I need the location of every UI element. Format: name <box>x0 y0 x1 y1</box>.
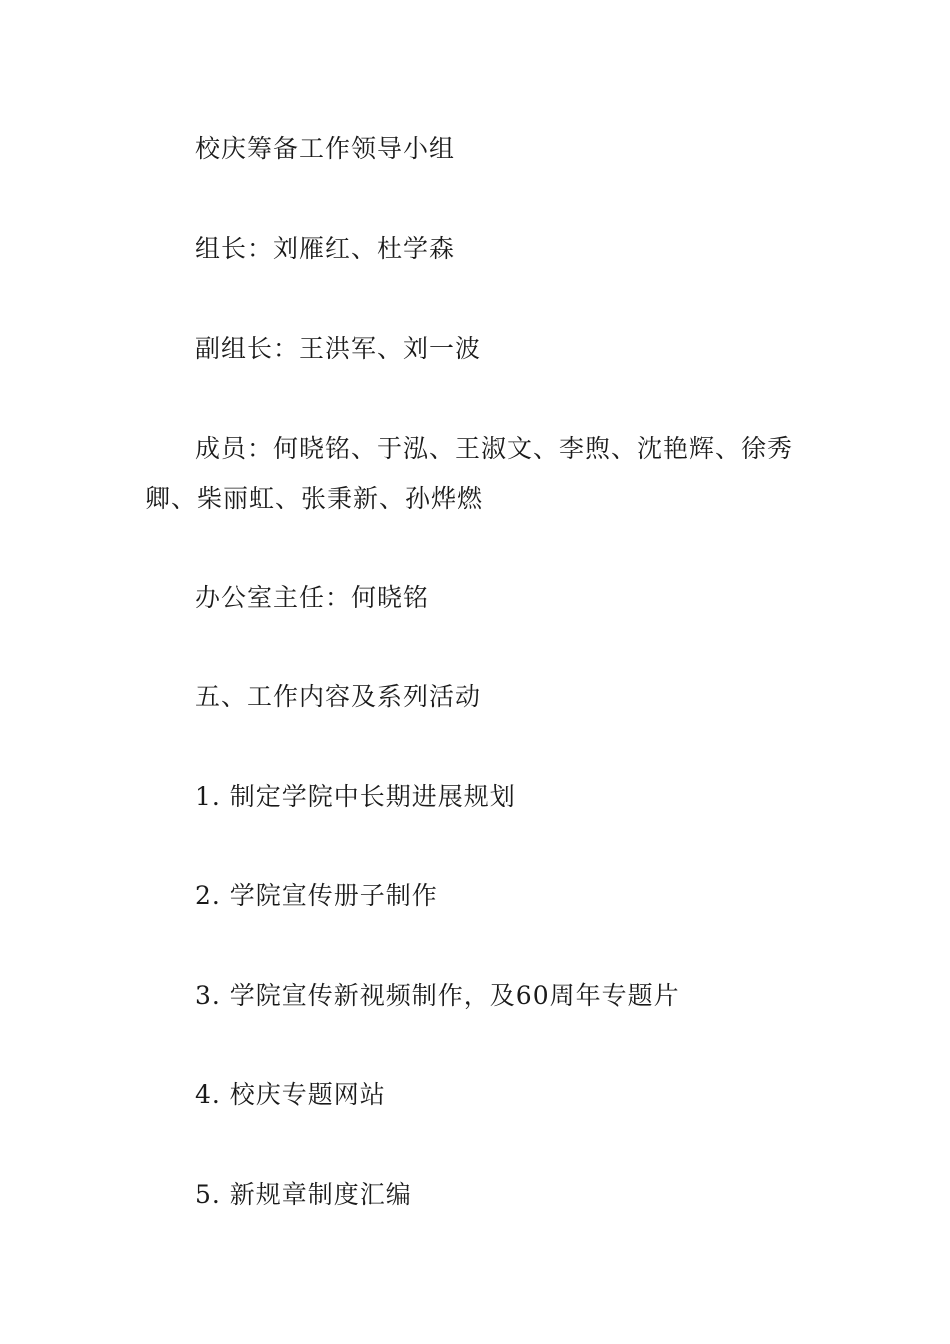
list-item: 3. 学院宣传新视频制作，及60周年专题片 <box>195 981 680 1010</box>
list-item: 2. 学院宣传册子制作 <box>195 881 438 910</box>
group-leaders: 组长：刘雁红、杜学森 <box>195 234 456 263</box>
section-heading-work-content: 五、工作内容及系列活动 <box>195 682 482 711</box>
office-director: 办公室主任：何晓铭 <box>195 583 430 612</box>
list-item: 4. 校庆专题网站 <box>195 1080 386 1109</box>
list-item: 5. 新规章制度汇编 <box>195 1180 412 1209</box>
heading-leadership-group: 校庆筹备工作领导小组 <box>195 134 456 163</box>
list-item: 1. 制定学院中长期进展规划 <box>195 782 516 811</box>
group-members: 成员：何晓铭、于泓、王淑文、李煦、沈艳辉、徐秀卿、柴丽虹、张秉新、孙烨燃 <box>145 434 794 513</box>
deputy-group-leaders: 副组长：王洪军、刘一波 <box>195 334 482 363</box>
